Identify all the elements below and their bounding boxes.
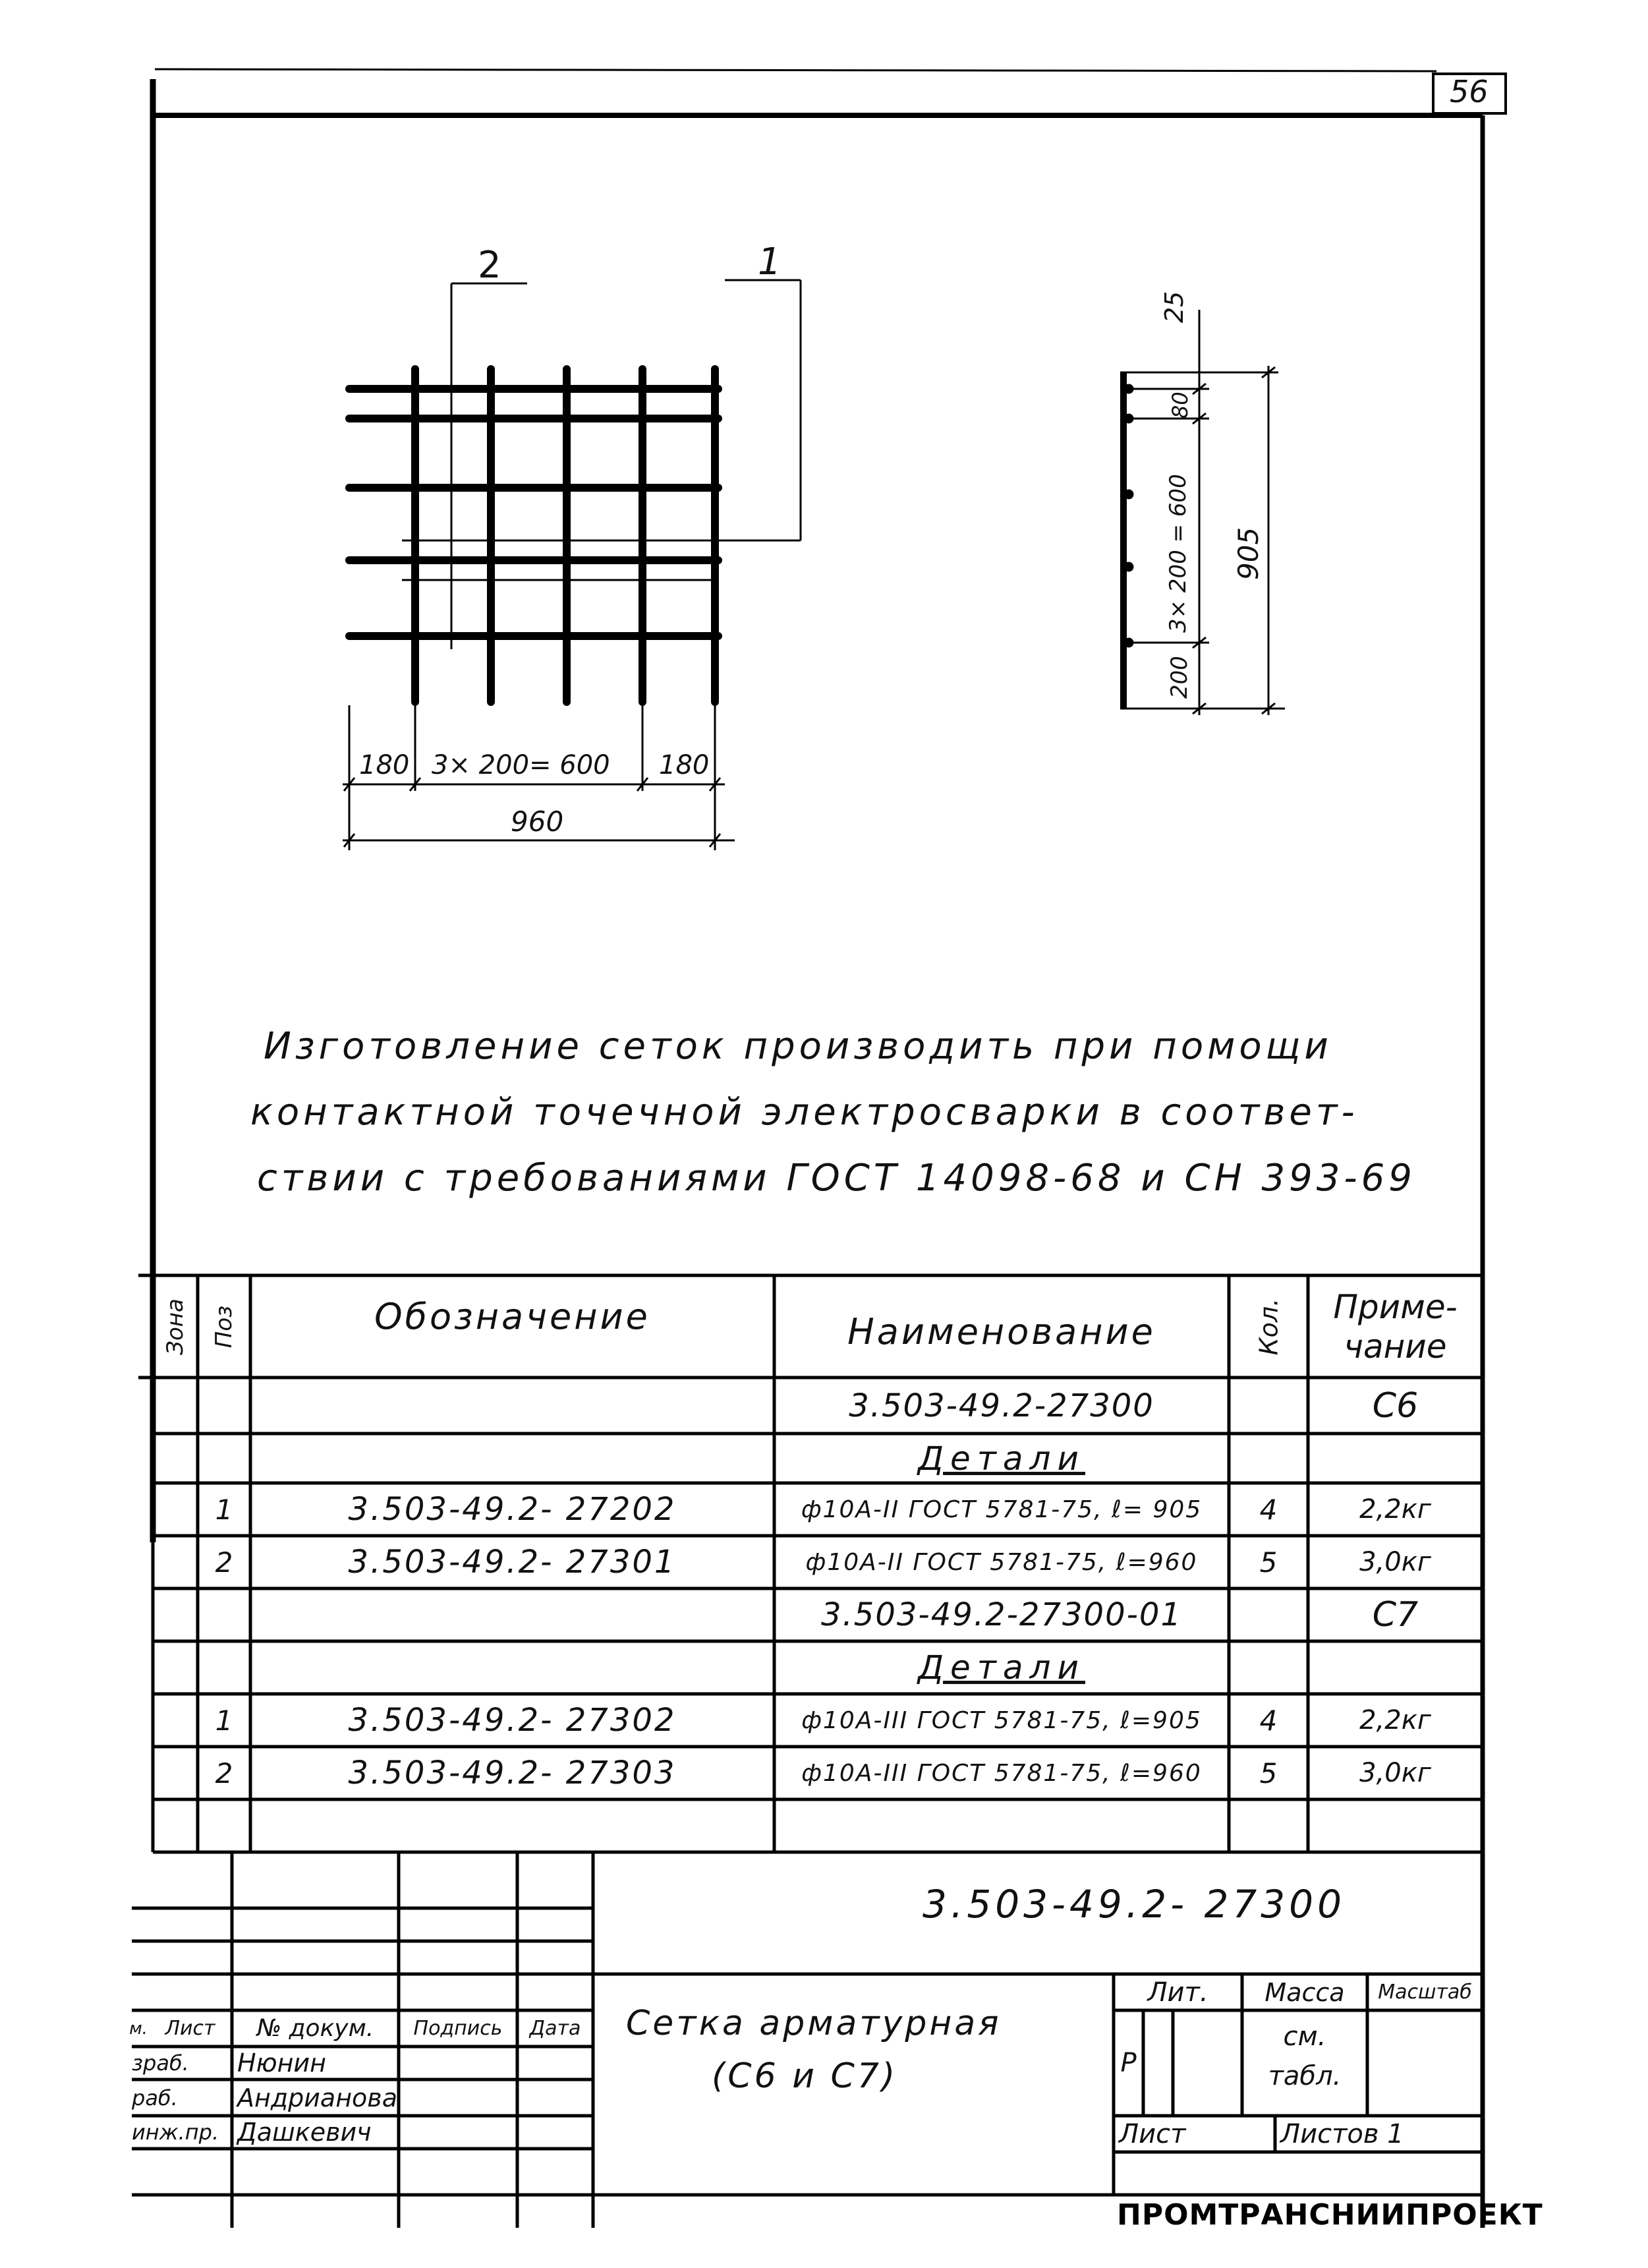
sig-header-sheet: Лист [165,2017,215,2040]
spec-row-8-name: ф10А-III ГОСТ 5781-75, ℓ=960 [801,1759,1202,1787]
spec-row-5-name: 3.503-49.2-27300-01 [820,1596,1183,1633]
spec-row-3-note: 2,2кг [1359,1494,1431,1525]
spec-row-1-note: С6 [1372,1385,1419,1426]
spec-row-1-name: 3.503-49.2-27300 [849,1387,1154,1424]
spec-row-5-note: С7 [1372,1595,1419,1635]
spec-row-7-note: 2,2кг [1359,1705,1431,1735]
header-pos [198,1275,250,1378]
spec-row-7-designation: 3.503-49.2- 27302 [348,1702,677,1739]
lit-label: Лит. [1147,1977,1208,2008]
header-designation: Обозначение [374,1296,650,1337]
mesh-plan [349,369,718,702]
person-role-1: зраб. [132,2050,189,2076]
spec-row-6-designation [250,1641,774,1694]
plan-dim-right: 180 [659,750,710,780]
lit-value: Р [1120,2048,1137,2078]
spec-row-1-pos [198,1378,250,1434]
spec-row-3-qty: 4 [1259,1493,1278,1526]
sheets-label: Листов 1 [1280,2118,1404,2149]
spec-row-7-name: ф10А-III ГОСТ 5781-75, ℓ=905 [801,1706,1202,1734]
header-zone-label: Зона [162,1298,189,1355]
section-dim-middle: 3× 200 = 600 [1165,474,1191,633]
header-zone [153,1275,198,1378]
mass-value-line-2: табл. [1268,2061,1342,2091]
spec-row-5-qty [1229,1588,1308,1641]
spec-row-1-qty [1229,1378,1308,1434]
section-dim-first: 80 [1168,392,1193,419]
spec-row-3-designation: 3.503-49.2- 27202 [348,1491,677,1528]
section-dim-total: 905 [1232,527,1264,580]
callout-2: 2 [478,244,501,287]
header-note: Приме- чание [1333,1287,1458,1366]
spec-row-2-qty [1229,1434,1308,1483]
sig-header-signature: Подпись [413,2017,503,2040]
spec-row-2-designation [250,1434,774,1483]
spec-row-6-name: Детали [917,1648,1086,1687]
spec-row-8-pos: 2 [215,1757,233,1789]
plan-dim-left: 180 [359,750,410,780]
spec-row-4-qty: 5 [1259,1546,1278,1579]
spec-row-6-note [1308,1641,1483,1694]
spec-row-2-name: Детали [917,1439,1086,1478]
organization: ПРОМТРАНСНИИПРОЕКТ [1117,2198,1543,2232]
note-line-2: контактной точечной электросварки в соответ- [250,1091,1359,1134]
person-name-1: Нюнин [237,2049,326,2078]
spec-row-4-designation: 3.503-49.2- 27301 [348,1544,677,1581]
mass-value-line-1: см. [1283,2021,1326,2052]
spec-row-8-designation: 3.503-49.2- 27303 [348,1755,677,1791]
person-name-3: Дашкевич [237,2118,372,2147]
title-line-2: (С6 и С7) [712,2056,898,2096]
spec-row-4-pos: 2 [215,1546,233,1579]
person-role-2: раб. [132,2085,178,2110]
header-name: Наименование [847,1310,1156,1352]
spec-row-6-pos [198,1641,250,1694]
scale-label: Масштаб [1378,1981,1472,2004]
spec-row-5-pos [198,1588,250,1641]
spec-row-7-qty: 4 [1259,1704,1278,1737]
spec-row-1-designation [250,1378,774,1434]
header-pos-label: Поз [210,1305,237,1348]
spec-row-2-pos [198,1434,250,1483]
person-role-3: инж.пр. [132,2120,219,2145]
mass-label: Масса [1264,1977,1345,2007]
spec-row-6-qty [1229,1641,1308,1694]
section-dim-bottom: 200 [1166,656,1193,699]
sig-header-change: м. [129,2018,148,2039]
plan-dim-total: 960 [511,805,564,838]
sheet-number: 56 [1450,74,1489,109]
sig-header-doc-no: № докум. [256,2015,374,2042]
spec-row-5-designation [250,1588,774,1641]
note-line-3: ствии с требованиями ГОСТ 14098-68 и СН 393-69 [257,1157,1416,1200]
spec-row-8-note: 3,0кг [1359,1758,1431,1788]
callout-1: 1 [758,241,781,283]
spec-row-4-name: ф10А-II ГОСТ 5781-75, ℓ=960 [805,1548,1198,1576]
title-line-1: Сетка арматурная [626,2004,1002,2043]
note-line-1: Изготовление сеток производить при помощи [264,1025,1332,1068]
spec-row-2-note [1308,1434,1483,1483]
header-qty [1229,1275,1308,1378]
header-qty-label: Кол. [1253,1298,1283,1355]
section-dim-top: 25 [1160,291,1189,323]
plan-dim-middle: 3× 200= 600 [432,750,610,780]
document-code: 3.503-49.2- 27300 [923,1882,1346,1927]
spec-row-3-pos: 1 [215,1493,233,1526]
mesh-section [1123,372,1133,709]
sheet-label: Лист [1119,2118,1186,2149]
spec-row-8-qty: 5 [1259,1757,1278,1789]
spec-row-7-pos: 1 [215,1704,233,1737]
spec-row-4-note: 3,0кг [1359,1547,1431,1577]
spec-row-3-name: ф10А-II ГОСТ 5781-75, ℓ= 905 [801,1496,1203,1523]
sig-header-date: Дата [529,2017,581,2040]
person-name-2: Андрианова [237,2083,397,2112]
